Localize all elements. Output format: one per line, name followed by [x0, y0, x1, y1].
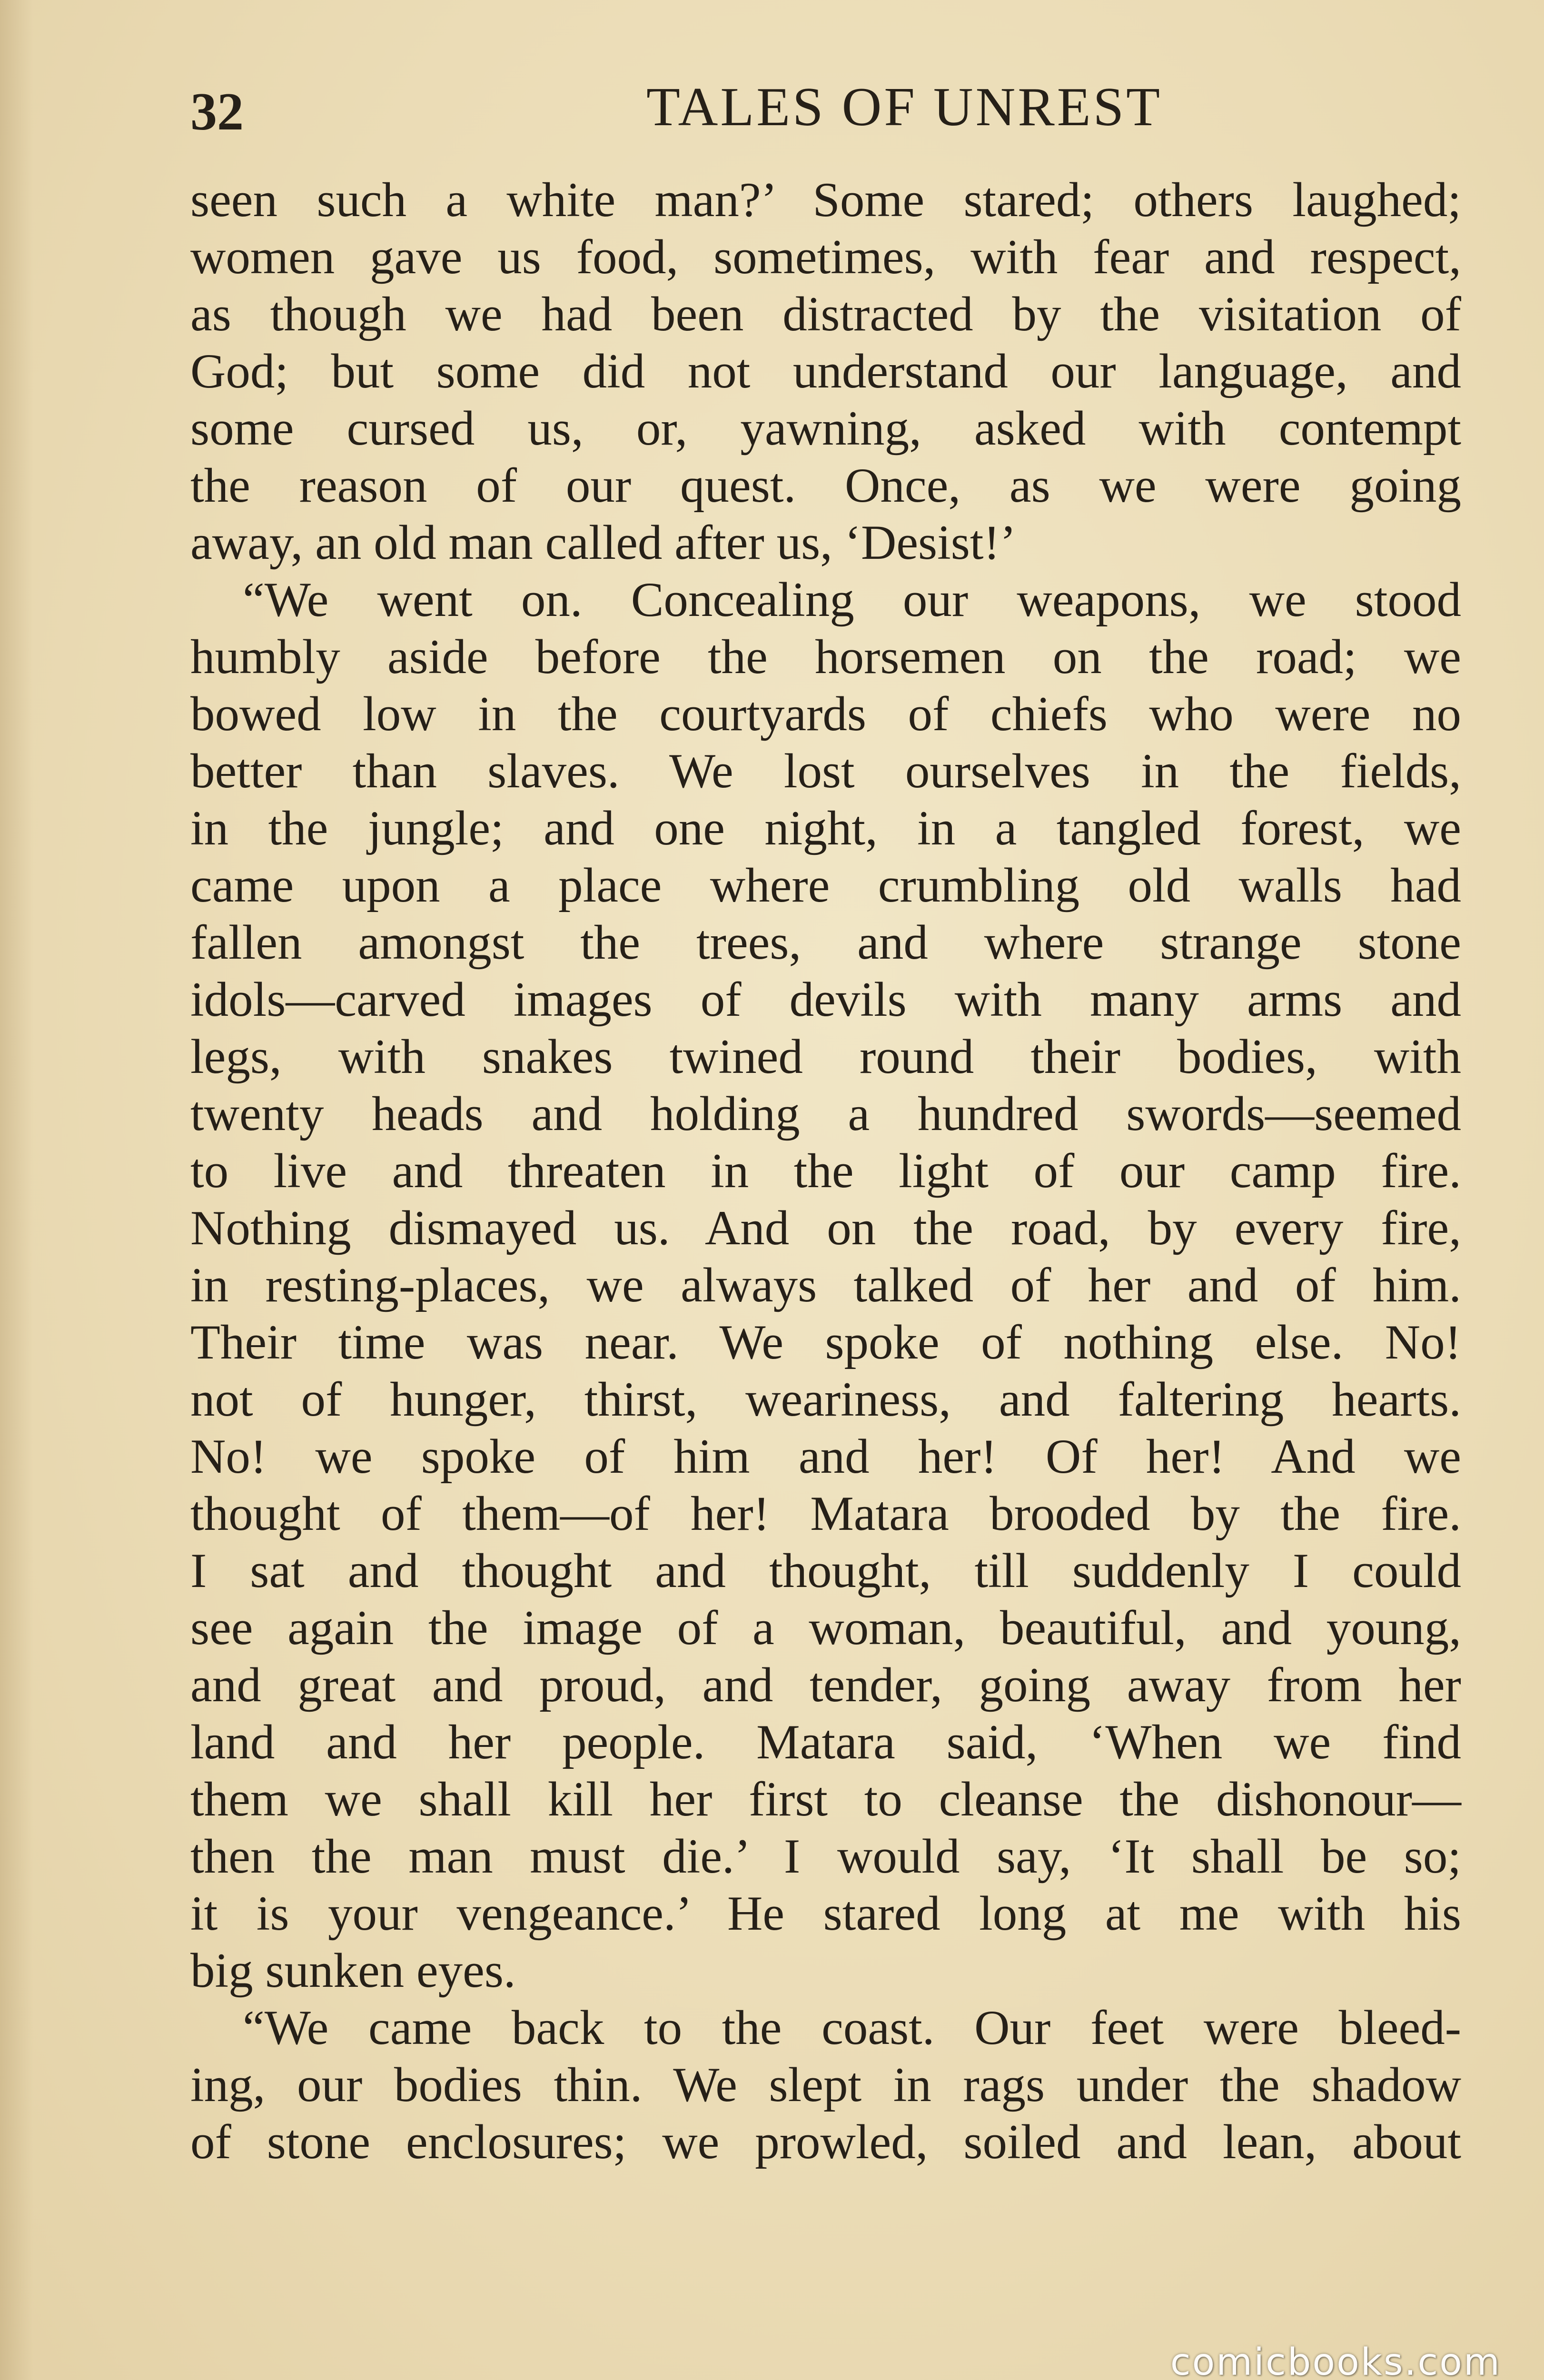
- text-line: fallen amongst the trees, and where strange stone: [190, 915, 1461, 970]
- text-line: God; but some did not understand our language, and: [190, 344, 1461, 398]
- text-line: some cursed us, or, yawning, asked with contempt: [190, 401, 1461, 456]
- text-line: in the jungle; and one night, in a tangled forest, we: [190, 801, 1461, 855]
- text-line: Nothing dismayed us. And on the road, by every fire,: [190, 1201, 1461, 1255]
- text-line: humbly aside before the horsemen on the road; we: [190, 630, 1461, 684]
- running-title: TALES OF UNREST: [646, 77, 1162, 138]
- text-line: better than slaves. We lost ourselves in the fields,: [190, 744, 1461, 798]
- text-line: “We went on. Concealing our weapons, we stood: [243, 573, 1461, 627]
- text-line: as though we had been distracted by the visitation of: [190, 287, 1461, 341]
- text-line: legs, with snakes twined round their bodies, with: [190, 1030, 1461, 1084]
- text-line: see again the image of a woman, beautiful, and young,: [190, 1601, 1461, 1655]
- text-line: of stone enclosures; we prowled, soiled and lean, about: [190, 2115, 1461, 2169]
- text-line: No! we spoke of him and her! Of her! And we: [190, 1429, 1461, 1484]
- watermark: comicbooks.com: [1170, 2341, 1501, 2380]
- text-line: seen such a white man?’ Some stared; others laughed;: [190, 173, 1461, 227]
- text-line: away, an old man called after us, ‘Desist!’: [190, 516, 1017, 570]
- text-line: big sunken eyes.: [190, 1944, 516, 1998]
- page-number: 32: [190, 82, 244, 141]
- text-line: then the man must die.’ I would say, ‘It shall be so;: [190, 1829, 1461, 1884]
- text-line: land and her people. Matara said, ‘When we find: [190, 1715, 1461, 1769]
- text-line: it is your vengeance.’ He stared long at me with his: [190, 1886, 1461, 1941]
- text-line: idols—carved images of devils with many arms and: [190, 972, 1461, 1027]
- text-line: ing, our bodies thin. We slept in rags under the shadow: [190, 2058, 1461, 2112]
- running-head: [190, 67, 1461, 157]
- text-line: bowed low in the courtyards of chiefs who were no: [190, 687, 1461, 741]
- text-line: women gave us food, sometimes, with fear and respect,: [190, 230, 1461, 284]
- text-line: twenty heads and holding a hundred swords—seemed: [190, 1087, 1461, 1141]
- text-line: thought of them—of her! Matara brooded by the fire.: [190, 1487, 1461, 1541]
- text-line: in resting-places, we always talked of her and of him.: [190, 1258, 1461, 1312]
- text-line: to live and threaten in the light of our camp fire.: [190, 1144, 1461, 1198]
- page-edge-shadow: [0, 0, 33, 2380]
- text-line: not of hunger, thirst, weariness, and faltering hearts.: [190, 1372, 1461, 1427]
- text-line: and great and proud, and tender, going away from her: [190, 1658, 1461, 1712]
- text-line: I sat and thought and thought, till suddenly I could: [190, 1544, 1461, 1598]
- text-line: came upon a place where crumbling old walls had: [190, 858, 1461, 912]
- body-text: [190, 171, 1461, 2171]
- text-line: “We came back to the coast. Our feet were bleed-: [243, 2001, 1461, 2055]
- text-line: Their time was near. We spoke of nothing else. No!: [190, 1315, 1461, 1369]
- text-line: them we shall kill her first to cleanse the dishonour—: [190, 1772, 1461, 1826]
- text-line: the reason of our quest. Once, as we were going: [190, 458, 1461, 513]
